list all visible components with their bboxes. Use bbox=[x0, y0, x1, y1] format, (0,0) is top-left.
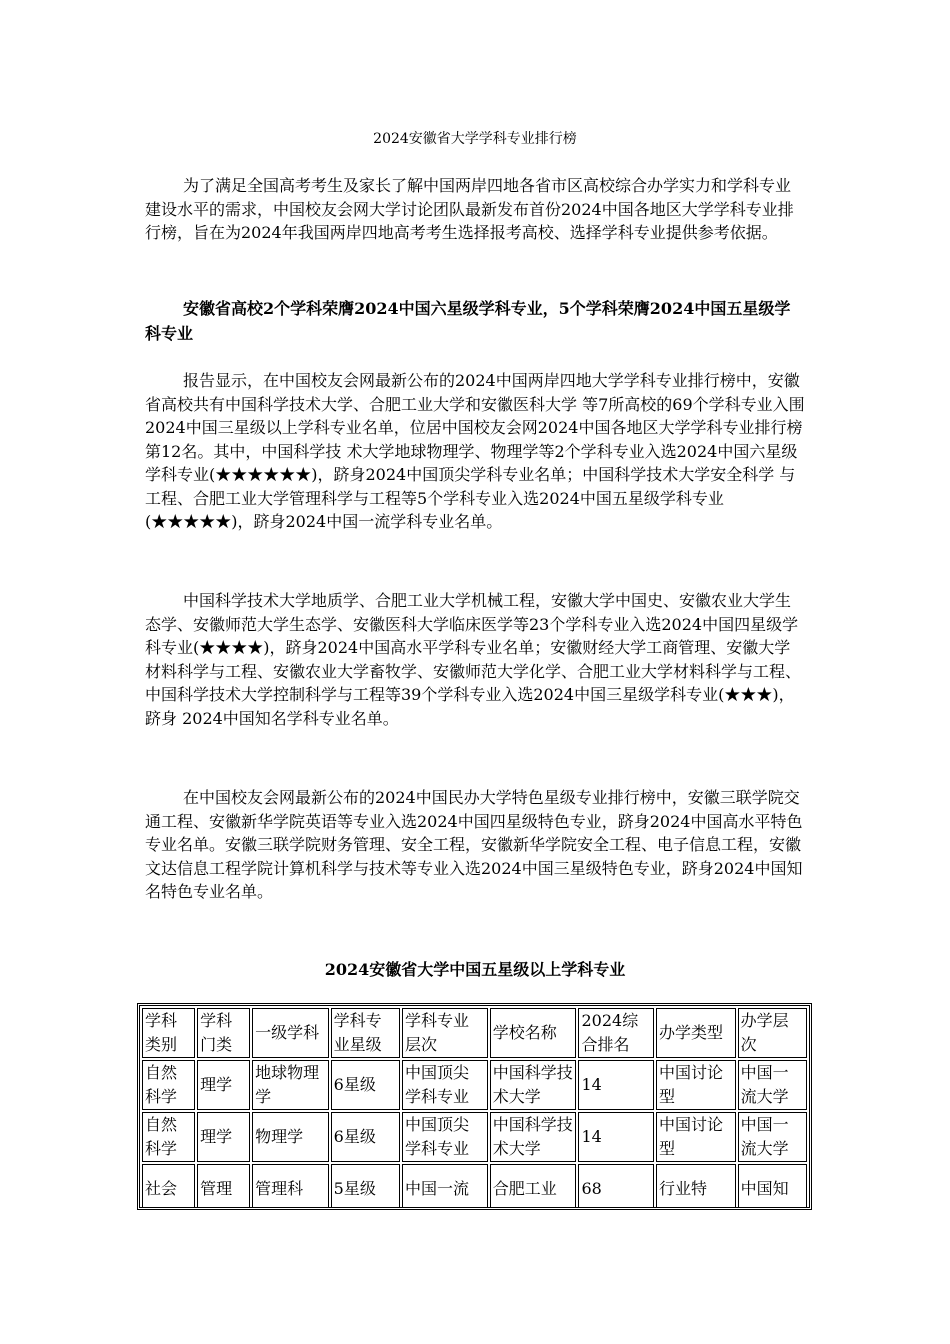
header-cell: 学科专业层次 bbox=[402, 1008, 488, 1058]
four-star-paragraph: 中国科学技术大学地质学、合肥工业大学机械工程，安徽大学中国史、安徽农业大学生态学、安徽师范大学生态学、安徽医科大学临床医学等23个学科专业入选2024中国四星级学科专业(★★★★)，跻身2024中国高水平学科专业名单；安徽财经大学工商管理、安徽大学材料科学与工程、安徽农业大学畜牧学、安徽师范大学化学、合肥工业大学材料科学与工程、中国科学技术大学控制科学与工程等39个学科专业入选2024中国三星级学科专业(★★★)，跻身 2024中国知名学科专业名单。 bbox=[145, 591, 802, 728]
private-university-paragraph: 在中国校友会网最新公布的2024中国民办大学特色星级专业排行榜中，安徽三联学院交通工程、安徽新华学院英语等专业入选2024中国四星级特色专业，跻身2024中国高水平特色专业名单。安徽三联学院财务管理、安全工程，安徽新华学院安全工程、电子信息工程，安徽文达信息工程学院计算机科学与技术等专业入选2024中国三星级特色专业，跻身2024中国知名特色专业名单。 bbox=[145, 788, 803, 901]
table-cell: 自然科学 bbox=[142, 1060, 195, 1110]
section-heading: 安徽省高校2个学科荣膺2024中国六星级学科专业，5个学科荣膺2024中国五星级学科专业 bbox=[145, 299, 791, 343]
table-cell: 社会 bbox=[142, 1164, 195, 1210]
header-cell: 办学类型 bbox=[656, 1008, 736, 1058]
table-cell: 14 bbox=[578, 1112, 654, 1162]
table-cell: 5星级 bbox=[331, 1164, 400, 1210]
document-title: 2024安徽省大学学科专业排行榜 bbox=[373, 131, 577, 147]
table-cell: 合肥工业 bbox=[490, 1164, 577, 1210]
table-cell: 行业特 bbox=[656, 1164, 736, 1210]
table-cell: 物理学 bbox=[252, 1112, 329, 1162]
table-row bbox=[142, 1112, 807, 1162]
table-cell: 理学 bbox=[197, 1112, 250, 1162]
table-cell: 中国顶尖学科专业 bbox=[402, 1060, 488, 1110]
ranking-table-container bbox=[137, 1003, 812, 1210]
header-cell: 学科门类 bbox=[197, 1008, 250, 1058]
table-cell: 地球物理学 bbox=[252, 1060, 329, 1110]
table-cell: 中国一流大学 bbox=[738, 1060, 807, 1110]
table-cell: 管理科 bbox=[252, 1164, 329, 1210]
table-header-row bbox=[142, 1008, 807, 1058]
table-cell: 中国科学技术大学 bbox=[490, 1112, 577, 1162]
table-cell: 中国科学技术大学 bbox=[490, 1060, 577, 1110]
table-cell: 管理 bbox=[197, 1164, 250, 1210]
table-cell: 中国一流 bbox=[402, 1164, 488, 1210]
ranking-table bbox=[140, 1006, 809, 1210]
header-cell: 学校名称 bbox=[490, 1008, 577, 1058]
table-cell: 自然科学 bbox=[142, 1112, 195, 1162]
intro-paragraph: 为了满足全国高考考生及家长了解中国两岸四地各省市区高校综合办学实力和学科专业建设水平的需求，中国校友会网大学讨论团队最新发布首份2024中国各地区大学学科专业排行榜，旨在为2024年我国两岸四地高考考生选择报考高校、选择学科专业提供参考依据。 bbox=[145, 176, 794, 242]
table-cell: 中国知 bbox=[738, 1164, 807, 1210]
header-cell: 2024综合排名 bbox=[578, 1008, 654, 1058]
table-title: 2024安徽省大学中国五星级以上学科专业 bbox=[324, 960, 626, 979]
header-cell: 办学层次 bbox=[738, 1008, 807, 1058]
table-cell: 中国讨论型 bbox=[656, 1060, 736, 1110]
header-cell: 学科类别 bbox=[142, 1008, 195, 1058]
table-cell: 中国顶尖学科专业 bbox=[402, 1112, 488, 1162]
header-cell: 学科专业星级 bbox=[331, 1008, 400, 1058]
table-cell: 中国讨论型 bbox=[656, 1112, 736, 1162]
table-cell: 中国一流大学 bbox=[738, 1112, 807, 1162]
table-row bbox=[142, 1164, 807, 1210]
header-cell: 一级学科 bbox=[252, 1008, 329, 1058]
table-cell: 6星级 bbox=[331, 1112, 400, 1162]
table-row bbox=[142, 1060, 807, 1110]
table-cell: 14 bbox=[578, 1060, 654, 1110]
table-cell: 68 bbox=[578, 1164, 654, 1210]
table-cell: 理学 bbox=[197, 1060, 250, 1110]
table-cell: 6星级 bbox=[331, 1060, 400, 1110]
report-paragraph: 报告显示，在中国校友会网最新公布的2024中国两岸四地大学学科专业排行榜中，安徽省高校共有中国科学技术大学、合肥工业大学和安徽医科大学 等7所高校的69个学科专业入围2024中国三星级以上学科专业名单，位居中国校友会网2024中国各地区大学学科专业排行榜第12名。其中，中国科学技 术大学地球物理学、物理学等2个学科专业入选2024中国六星级学科专业(★★★★★★)，跻身2024中国顶尖学科专业名单；中国科学技术大学安全科学 与工程、合肥工业大学管理科学与工程等5个学科专业入选2024中国五星级学科专业(★★★★★)，跻身2024中国一流学科专业名单。 bbox=[145, 371, 805, 531]
